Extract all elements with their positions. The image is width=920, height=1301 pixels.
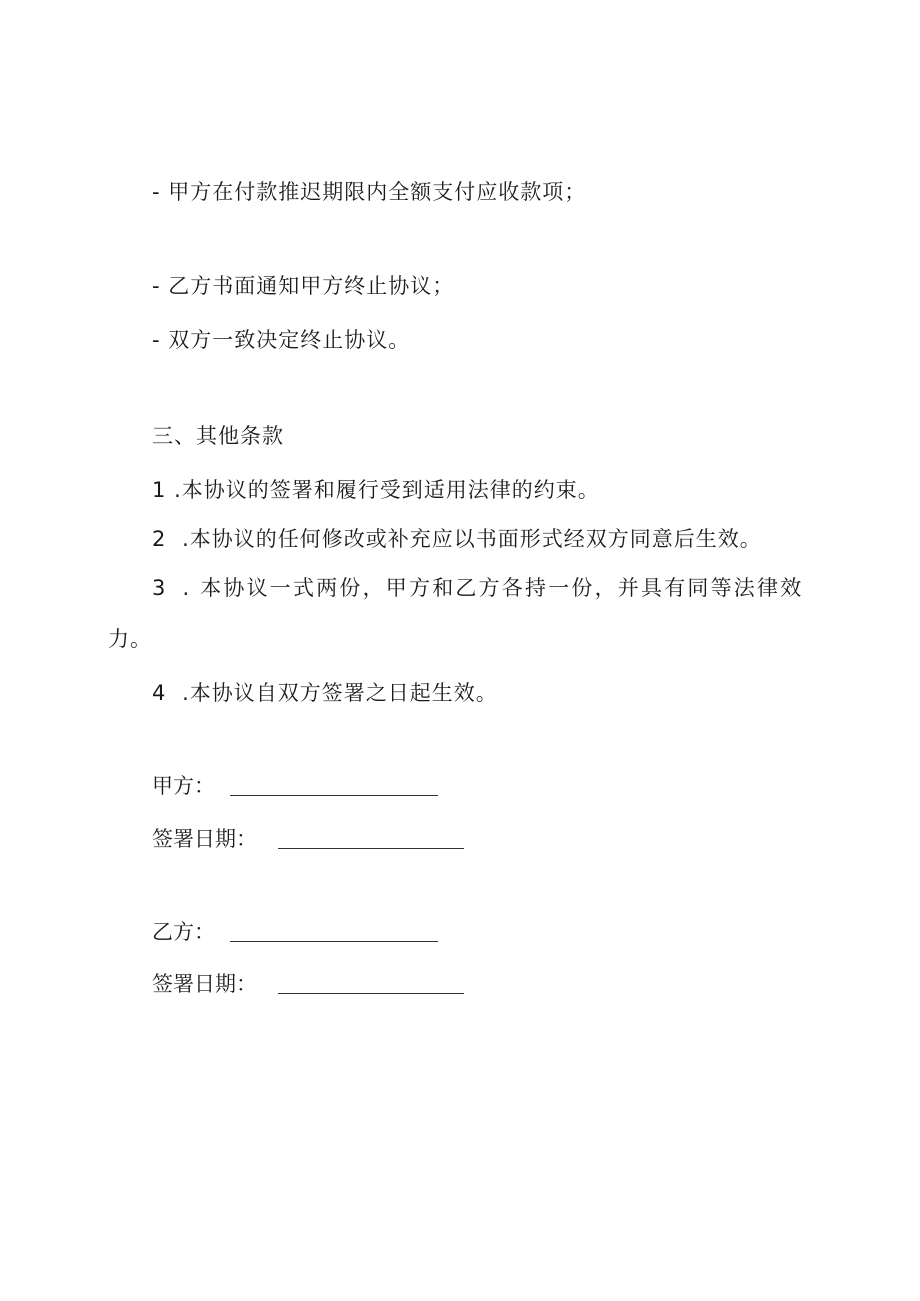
termination-condition-3: - 双方一致决定终止协议。: [152, 328, 411, 352]
termination-condition-1: - 甲方在付款推迟期限内全额支付应收款项；: [152, 180, 587, 204]
party-a-date-label: 签署日期：: [152, 827, 257, 851]
party-a-label: 甲方：: [152, 774, 215, 798]
clause-number: 4: [152, 681, 167, 705]
party-b-date-label: 签署日期：: [152, 972, 257, 996]
clause-4: [152, 679, 498, 707]
clause-text: .本协议自双方签署之日起生效。: [182, 681, 498, 705]
clause-text: .本协议的任何修改或补充应以书面形式经双方同意后生效。: [182, 527, 762, 551]
party-b-signature-line[interactable]: [230, 941, 438, 942]
clause-text: . 本协议一式两份，甲方和乙方各持一份，并具有同等法律效: [182, 576, 804, 600]
party-b-date-line[interactable]: [278, 993, 464, 994]
clause-3-continuation: 力。: [108, 627, 152, 651]
termination-condition-2: - 乙方书面通知甲方终止协议；: [152, 274, 455, 298]
clause-number: 1: [152, 478, 167, 502]
clause-text: .本协议的签署和履行受到适用法律的约束。: [174, 478, 600, 502]
party-b-label: 乙方：: [152, 920, 215, 944]
clause-3: [152, 574, 803, 602]
clause-number: 2: [152, 527, 167, 551]
party-a-signature-line[interactable]: [230, 795, 438, 796]
section-heading: 三、其他条款: [152, 424, 284, 448]
clause-1: [152, 476, 600, 504]
clause-2: [152, 525, 762, 553]
party-a-date-line[interactable]: [278, 848, 464, 849]
clause-number: 3: [152, 576, 168, 600]
